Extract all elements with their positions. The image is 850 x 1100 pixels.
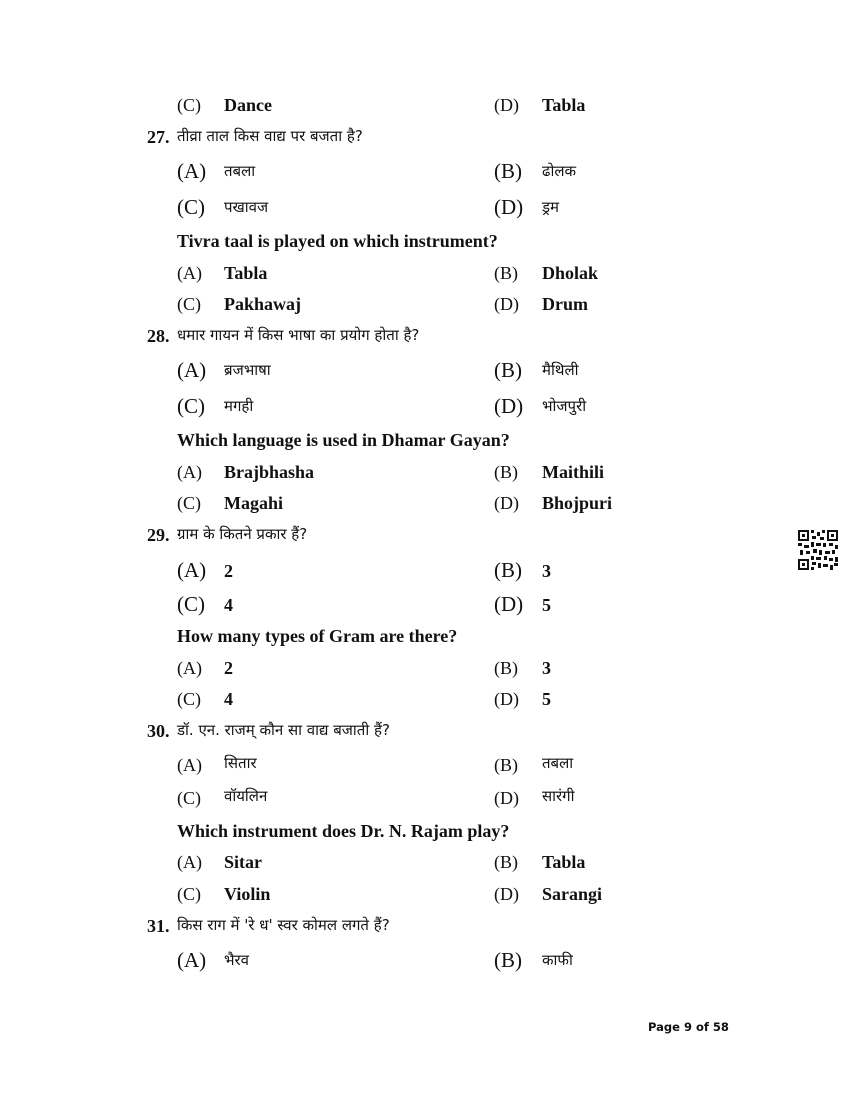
option-label: (B) [494, 462, 518, 482]
option-label: (A) [177, 852, 202, 872]
option-label: (C) [177, 294, 201, 314]
option-label: (B) [494, 755, 518, 775]
option-text: 5 [542, 595, 551, 615]
option-label: (A) [177, 558, 207, 582]
option-label: (D) [494, 493, 519, 513]
option-label: (A) [177, 948, 207, 972]
question-text-english: Which language is used in Dhamar Gayan? [177, 430, 510, 450]
option-label: (D) [494, 195, 524, 219]
option-text: 3 [542, 658, 551, 678]
question-text-hindi: तीव्रा ताल किस वाद्य पर बजता है? [177, 127, 363, 145]
option-label: (C) [177, 95, 201, 115]
option-text: Sitar [224, 852, 262, 872]
option-label: (C) [177, 394, 205, 418]
option-text: पखावज [224, 198, 269, 216]
question-text-hindi: धमार गायन में किस भाषा का प्रयोग होता है? [177, 326, 420, 344]
option-text: Violin [224, 884, 271, 904]
qr-code-icon [798, 530, 838, 570]
page-of-label: of [695, 1020, 709, 1034]
page-current: 9 [683, 1020, 692, 1034]
option-text: Dance [224, 95, 272, 115]
option-text: काफी [542, 951, 573, 969]
option-label: (C) [177, 884, 201, 904]
option-text: तबला [224, 162, 256, 180]
option-text: तबला [542, 754, 574, 772]
option-label: (C) [177, 592, 205, 616]
option-text: भैरव [224, 951, 250, 969]
question-number: 29. [147, 525, 170, 545]
option-label: (C) [177, 689, 201, 709]
option-text: Magahi [224, 493, 284, 513]
option-label: (B) [494, 948, 522, 972]
option-label: (D) [494, 592, 524, 616]
option-label: (D) [494, 884, 519, 904]
question-text-english: Tivra taal is played on which instrument? [177, 231, 498, 251]
option-label: (A) [177, 263, 202, 283]
option-text: सारंगी [542, 787, 575, 805]
option-label: (B) [494, 852, 518, 872]
question-number: 31. [147, 916, 170, 936]
option-text: Drum [542, 294, 588, 314]
option-label: (D) [494, 95, 519, 115]
option-text: मगही [224, 397, 254, 415]
option-text: 5 [542, 689, 551, 709]
option-label: (C) [177, 788, 201, 808]
option-label: (C) [177, 195, 205, 219]
question-text-hindi: किस राग में 'रे ध' स्वर कोमल लगते हैं? [177, 916, 390, 934]
question-number: 30. [147, 721, 170, 741]
option-text: Sarangi [542, 884, 603, 904]
page-footer [648, 1020, 729, 1034]
question-text-english: Which instrument does Dr. N. Rajam play? [177, 821, 510, 841]
option-text: ब्रजभाषा [224, 361, 271, 379]
option-text: Pakhawaj [224, 294, 302, 314]
option-label: (D) [494, 294, 519, 314]
page-total: 58 [712, 1020, 729, 1034]
option-label: (A) [177, 358, 207, 382]
option-text: Maithili [542, 462, 604, 482]
question-number: 28. [147, 326, 170, 346]
option-label: (C) [177, 493, 201, 513]
option-label: (A) [177, 462, 202, 482]
page-label: Page [648, 1020, 680, 1034]
option-text: 2 [224, 658, 233, 678]
option-text: सितार [224, 754, 257, 772]
option-text: मैथिली [542, 361, 579, 379]
option-text: Tabla [542, 852, 586, 872]
option-label: (A) [177, 658, 202, 678]
option-label: (D) [494, 788, 519, 808]
option-text: भोजपुरी [542, 397, 587, 415]
option-label: (A) [177, 159, 207, 183]
option-text: 4 [224, 689, 233, 709]
option-text: Tabla [224, 263, 268, 283]
option-label: (A) [177, 755, 202, 775]
option-label: (D) [494, 689, 519, 709]
option-text: Tabla [542, 95, 586, 115]
option-label: (B) [494, 658, 518, 678]
option-text: वॉयलिन [224, 787, 268, 805]
question-text-hindi: ग्राम के कितने प्रकार हैं? [177, 525, 308, 543]
option-label: (B) [494, 159, 522, 183]
question-text-english: How many types of Gram are there? [177, 626, 458, 646]
option-text: 2 [224, 561, 233, 581]
option-text: ड्रम [542, 198, 559, 216]
option-label: (B) [494, 263, 518, 283]
option-text: Bhojpuri [542, 493, 613, 513]
option-text: Brajbhasha [224, 462, 315, 482]
option-text: 4 [224, 595, 233, 615]
question-text-hindi: डॉ. एन. राजम् कौन सा वाद्य बजाती हैं? [177, 721, 390, 739]
option-label: (D) [494, 394, 524, 418]
question-number: 27. [147, 127, 170, 147]
option-text: ढोलक [542, 162, 577, 180]
option-label: (B) [494, 358, 522, 382]
option-text: 3 [542, 561, 551, 581]
option-label: (B) [494, 558, 522, 582]
option-text: Dholak [542, 263, 599, 283]
